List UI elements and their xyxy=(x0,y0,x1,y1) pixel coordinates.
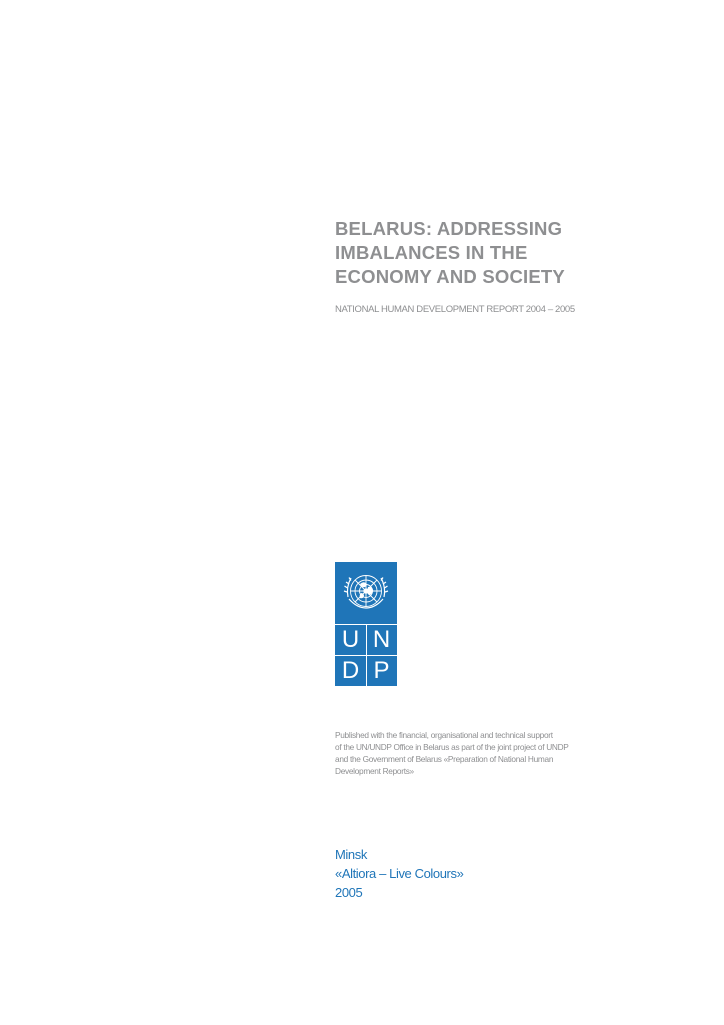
report-title-line: ECONOMY AND SOCIETY xyxy=(335,266,565,287)
report-subtitle: NATIONAL HUMAN DEVELOPMENT REPORT 2004 – 2005 xyxy=(335,304,575,315)
un-emblem-icon xyxy=(335,562,397,624)
publication-note-line: of the UN/UNDP Office in Belarus as part of the joint project of UNDP xyxy=(335,742,569,752)
report-title-line: BELARUS: ADDRESSING xyxy=(335,218,563,239)
publication-note-line: Published with the financial, organisational and technical support xyxy=(335,730,553,740)
undp-logo xyxy=(335,562,397,686)
logo-letter: D xyxy=(341,657,360,684)
logo-letter: U xyxy=(341,626,360,653)
report-title-line: IMBALANCES IN THE xyxy=(335,242,528,263)
imprint-year: 2005 xyxy=(335,885,363,900)
logo-letter: P xyxy=(373,657,390,684)
logo-letter: N xyxy=(372,626,391,653)
imprint xyxy=(335,845,635,902)
imprint-publisher: «Altiora – Live Colours» xyxy=(335,866,464,881)
report-title xyxy=(335,217,705,289)
imprint-city: Minsk xyxy=(335,847,367,862)
publication-note-line: Development Reports» xyxy=(335,766,414,776)
publication-note xyxy=(335,729,625,777)
publication-note-line: and the Government of Belarus «Preparation of National Human xyxy=(335,754,554,764)
